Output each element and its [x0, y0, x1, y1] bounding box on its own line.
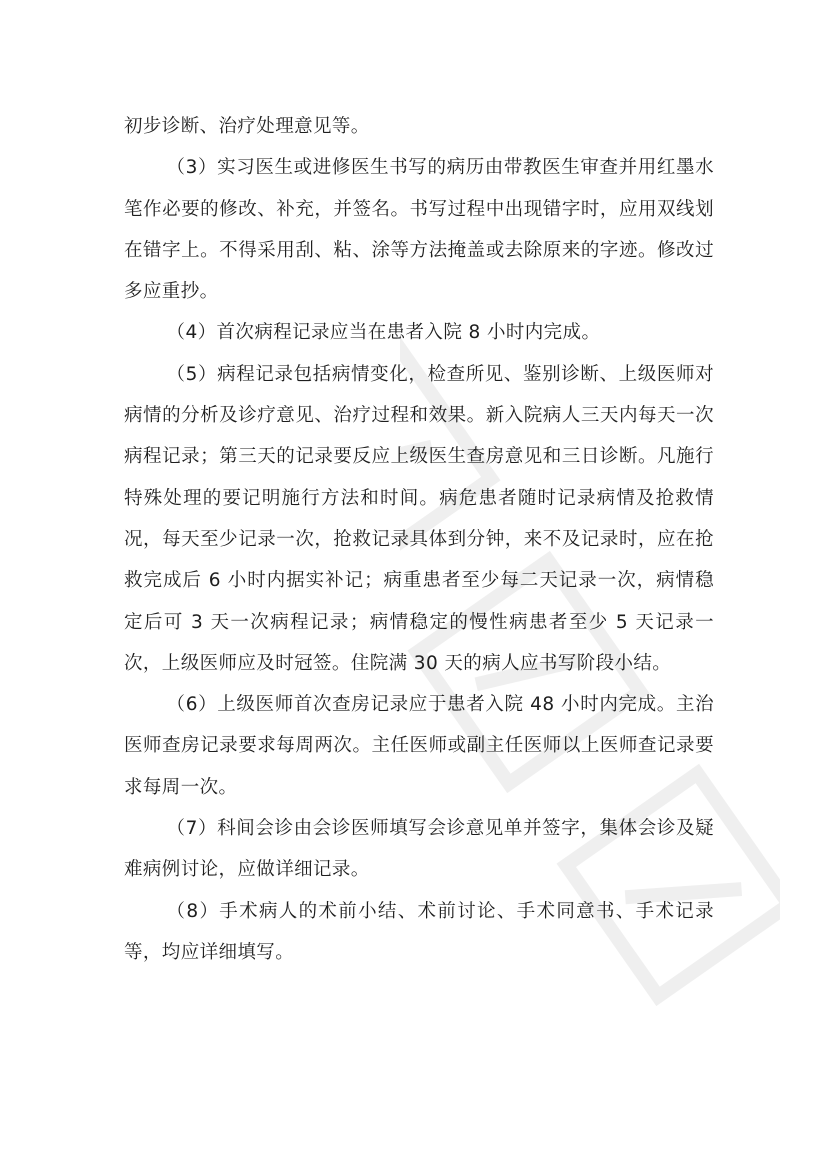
paragraph-continuation: 初步诊断、治疗处理意见等。 [124, 116, 370, 137]
paragraph-item-4: （4）首次病程记录应当在患者入院 8 小时内完成。 [166, 322, 601, 344]
paragraph-item-6: （6）上级医师首次查房记录应于患者入院 48 小时内完成。主治医师查房记录要求每周两次。主任医师或副主任医师以上医师查记录要求每周一次。 [124, 694, 714, 798]
paragraph-item-7: （7）科间会诊由会诊医师填写会诊意见单并签字，集体会诊及疑难病例讨论，应做详细记录。 [124, 818, 714, 881]
paragraph-item-5: （5）病程记录包括病情变化，检查所见、鉴别诊断、上级医师对病情的分析及诊疗意见、治疗过程和效果。新入院病人三天内每天一次病程记录；第三天的记录要反应上级医生查房意见和三日诊断。凡施行特殊处理的要记明施行方法和时间。病危患者随时记录病情及抢救情况，每天至少记录一次，抢救记录具体到分钟，来不及记录时，应在抢救完成后 6 小时内据实补记；病重患者至少每二天记录一次，病情稳定后可 3 天一次病程记录；病情稳定的慢性病患者至少 5 天记录一次，上级医师应及时冠签。住院满 30 天的病人应书写阶段小结。 [124, 363, 714, 674]
paragraph-item-8: （8）手术病人的术前小结、术前讨论、手术同意书、手术记录等，均应详细填写。 [124, 900, 714, 963]
document-body [124, 106, 714, 973]
paragraph-item-3: （3）实习医生或进修医生书写的病历由带教医生审查并用红墨水笔作必要的修改、补充，并签名。书写过程中出现错字时，应用双线划在错字上。不得采用刮、粘、涂等方法掩盖或去除原来的字迹。修改过多应重抄。 [124, 157, 714, 303]
